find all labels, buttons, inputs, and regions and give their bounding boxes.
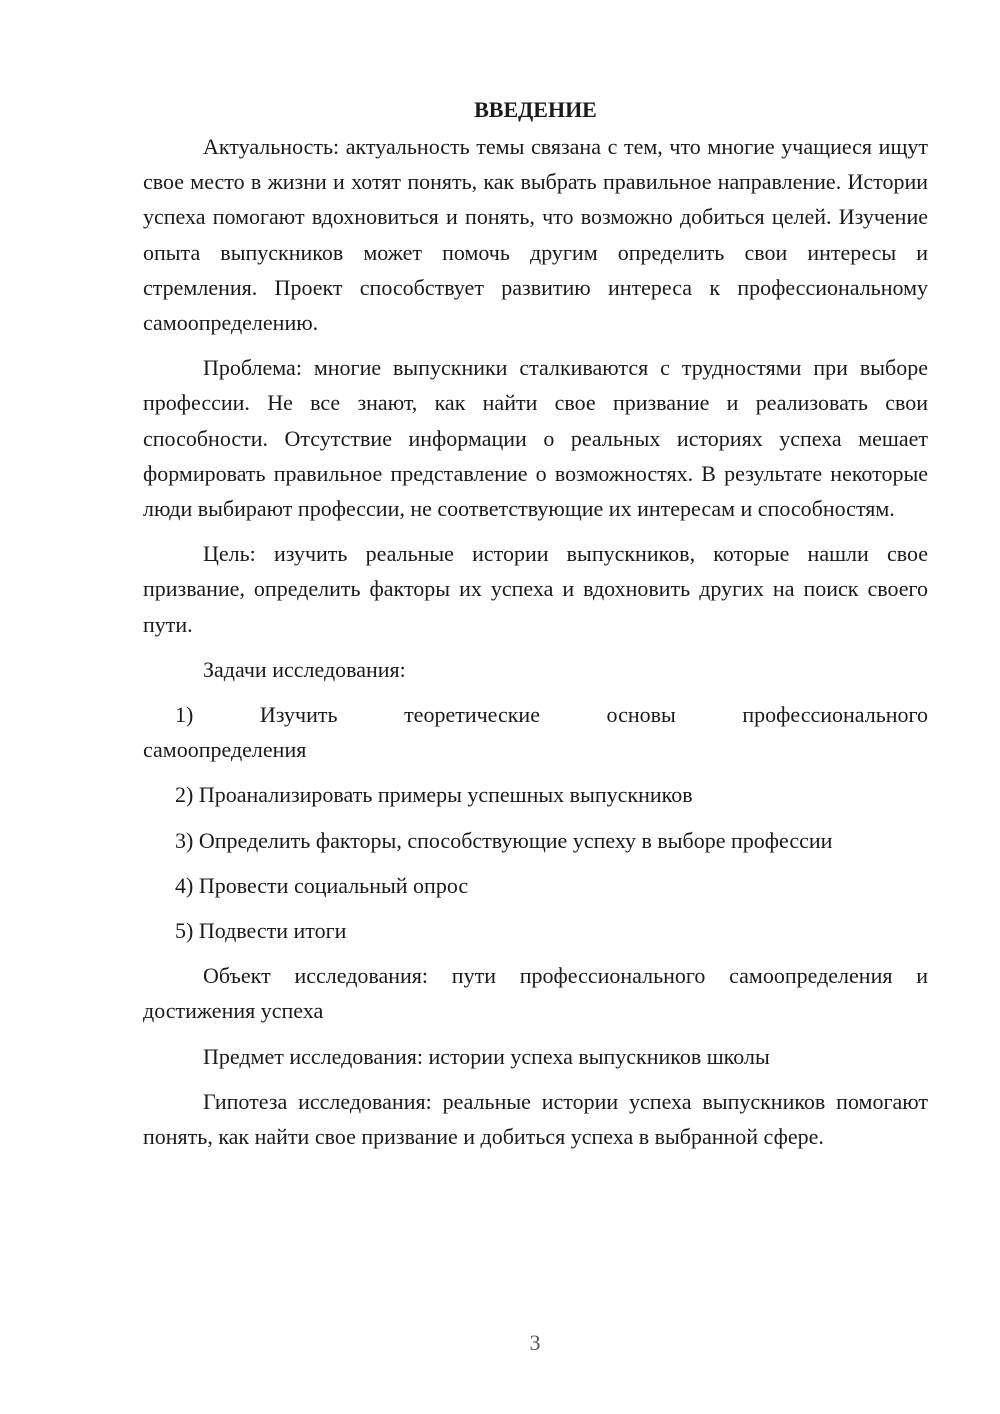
tasks-heading: Задачи исследования: — [203, 656, 406, 682]
section-title: ВВЕДЕНИЕ — [474, 97, 597, 122]
task-item-1-word: основы — [606, 702, 676, 728]
task-item-1-line — [143, 697, 928, 732]
task-item-1-word: теоретические — [404, 702, 540, 728]
paragraph-hypothesis: Гипотеза исследования: реальные истории успеха выпускников помогают понять, как найти свое призвание и добиться успеха в выбранной сфере. — [143, 1088, 928, 1150]
paragraph-subject: Предмет исследования: истории успеха выпускников школы — [203, 1043, 770, 1069]
task-item-4: 4) Провести социальный опрос — [175, 872, 469, 898]
task-item-1-word: профессионального — [742, 702, 928, 728]
paragraph-goal: Цель: изучить реальные истории выпускников, которые нашли свое призвание, определить факторы их успеха и вдохновить других на поиск своего пути. — [143, 541, 928, 637]
task-item-5: 5) Подвести итоги — [175, 918, 347, 944]
paragraph-object: Объект исследования: пути профессионального самоопределения и достижения успеха — [143, 963, 928, 1024]
task-item-1-word: Изучить — [259, 702, 338, 728]
task-item-1-wrap: самоопределения — [143, 737, 307, 763]
paragraph-problem: Проблема: многие выпускники сталкиваются с трудностями при выборе профессии. Не все знают, как найти свое призвание и реализовать свои способности. Отсутствие информации о реальных историях успеха мешает формировать правильное представление о возможностях. В результате некоторые люди выбирают профессии, не соответствующие их интересам и способностям. — [143, 355, 928, 522]
paragraph-relevance: Актуальность: актуальность темы связана с тем, что многие учащиеся ищут свое место в жизни и хотят понять, как выбрать правильное направление. Истории успеха помогают вдохновиться и понять, что возможно добиться целей. Изучение опыта выпускников может помочь другим определить свои интересы и стремления. Проект способствует развитию интереса к профессиональному самоопределению. — [143, 134, 928, 336]
document-page — [143, 92, 928, 1164]
task-item-2: 2) Проанализировать примеры успешных выпускников — [175, 782, 693, 808]
task-item-3: 3) Определить факторы, способствующие успеху в выборе профессии — [175, 827, 833, 853]
task-item-1-word: 1) — [175, 702, 194, 728]
task-item-1 — [143, 697, 928, 767]
page-number: 3 — [529, 1330, 541, 1355]
